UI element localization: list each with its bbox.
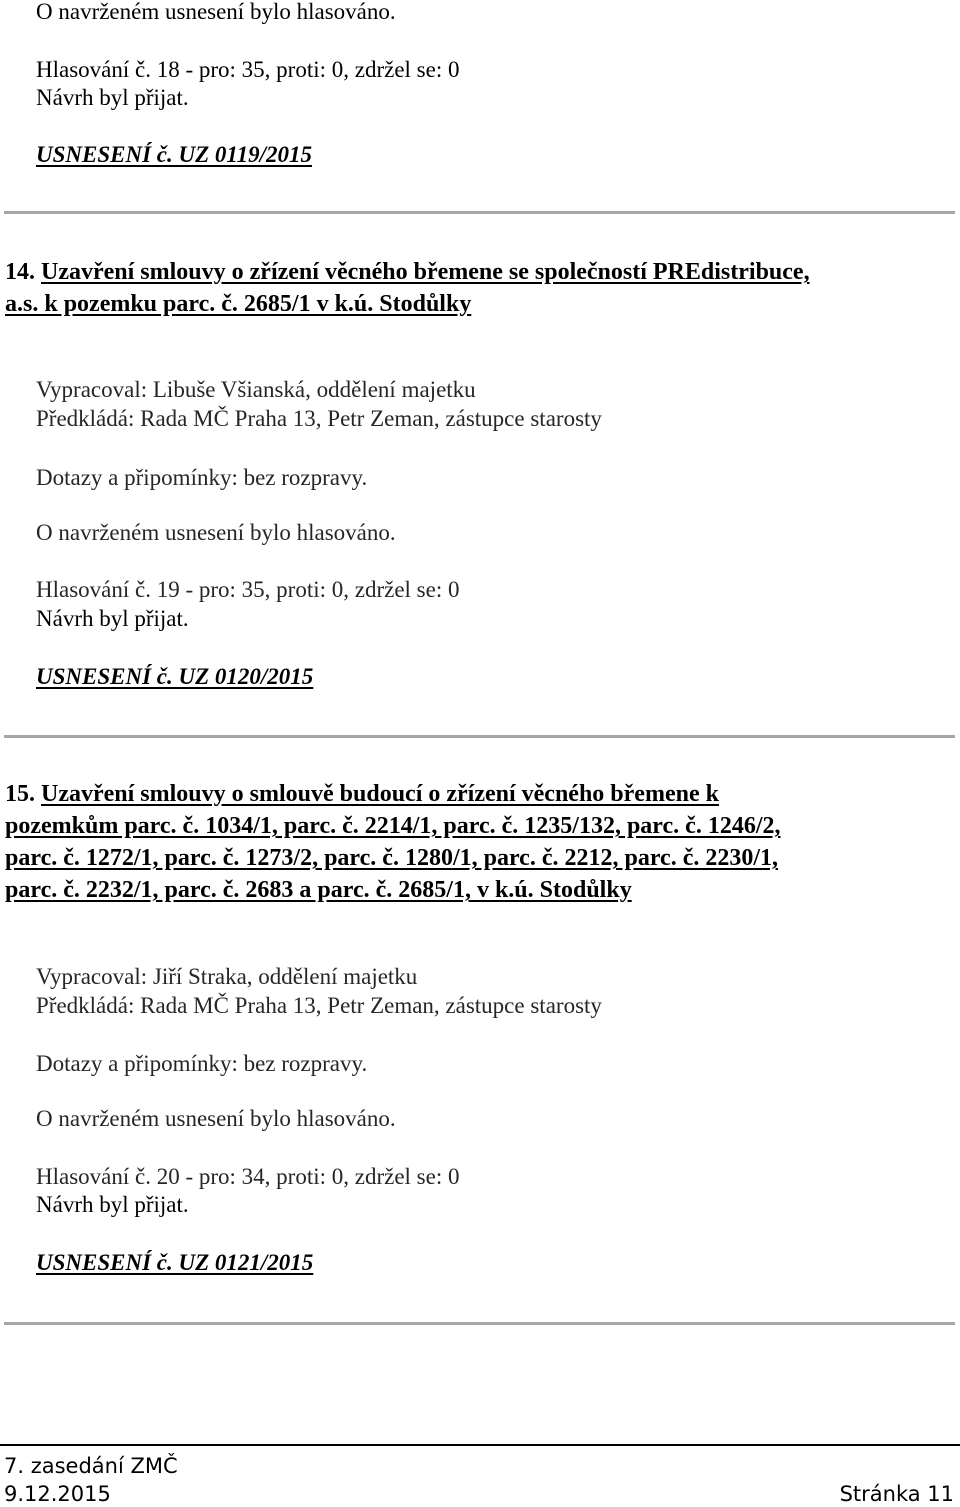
voted-text: O navrženém usnesení bylo hlasováno. — [36, 0, 396, 24]
agenda-item-title-line: Uzavření smlouvy o smlouvě budoucí o zřízení věcného břemene k — [41, 781, 719, 807]
proposal-result: Návrh byl přijat. — [36, 1192, 189, 1217]
submitted-by: Předkládá: Rada MČ Praha 13, Petr Zeman, zástupce starosty — [36, 993, 602, 1018]
prepared-by: Vypracoval: Jiří Straka, oddělení majetku — [36, 964, 418, 989]
agenda-item-title-line: parc. č. 1272/1, parc. č. 1273/2, parc. č. 1280/1, parc. č. 2212, parc. č. 2230/1, — [5, 845, 779, 871]
resolution-number: USNESENÍ č. UZ 0121/2015 — [36, 1250, 314, 1275]
vote-result-line: Hlasování č. 18 - pro: 35, proti: 0, zdržel se: 0 — [36, 57, 460, 82]
prepared-by: Vypracoval: Libuše Všianská, oddělení majetku — [36, 377, 476, 402]
footer-page-number: Stránka 11 — [839, 1482, 954, 1506]
agenda-item-title-line: pozemkům parc. č. 1034/1, parc. č. 2214/1, parc. č. 1235/132, parc. č. 1246/2, — [5, 813, 781, 839]
voted-text: O navrženém usnesení bylo hlasováno. — [36, 1106, 396, 1131]
agenda-item-title-line: parc. č. 2232/1, parc. č. 2683 a parc. č. 2685/1, v k.ú. Stodůlky — [5, 877, 632, 903]
proposal-result: Návrh byl přijat. — [36, 85, 189, 110]
vote-result-line: Hlasování č. 20 - pro: 34, proti: 0, zdržel se: 0 — [36, 1164, 460, 1189]
agenda-item-number: 15. — [5, 781, 35, 807]
resolution-number: USNESENÍ č. UZ 0119/2015 — [36, 142, 313, 167]
questions-text: Dotazy a připomínky: bez rozpravy. — [36, 1051, 368, 1076]
agenda-item-heading — [5, 778, 955, 906]
footer-rule — [0, 1444, 960, 1446]
agenda-item-title-line: a.s. k pozemku parc. č. 2685/1 v k.ú. Stodůlky — [5, 291, 472, 317]
proposal-result: Návrh byl přijat. — [36, 606, 189, 631]
questions-text: Dotazy a připomínky: bez rozpravy. — [36, 465, 368, 490]
footer-date: 9.12.2015 — [4, 1482, 111, 1506]
footer-session: 7. zasedání ZMČ — [4, 1454, 178, 1478]
submitted-by: Předkládá: Rada MČ Praha 13, Petr Zeman, zástupce starosty — [36, 406, 602, 431]
voted-text: O navrženém usnesení bylo hlasováno. — [36, 520, 396, 545]
agenda-item-number: 14. — [5, 259, 35, 285]
section-divider — [4, 735, 955, 738]
section-divider — [4, 1322, 955, 1325]
agenda-item-heading — [5, 256, 955, 320]
agenda-item-title-line: Uzavření smlouvy o zřízení věcného břemene se společností PREdistribuce, — [41, 259, 810, 285]
resolution-number: USNESENÍ č. UZ 0120/2015 — [36, 664, 314, 689]
vote-result-line: Hlasování č. 19 - pro: 35, proti: 0, zdržel se: 0 — [36, 577, 460, 602]
section-divider — [4, 211, 955, 214]
